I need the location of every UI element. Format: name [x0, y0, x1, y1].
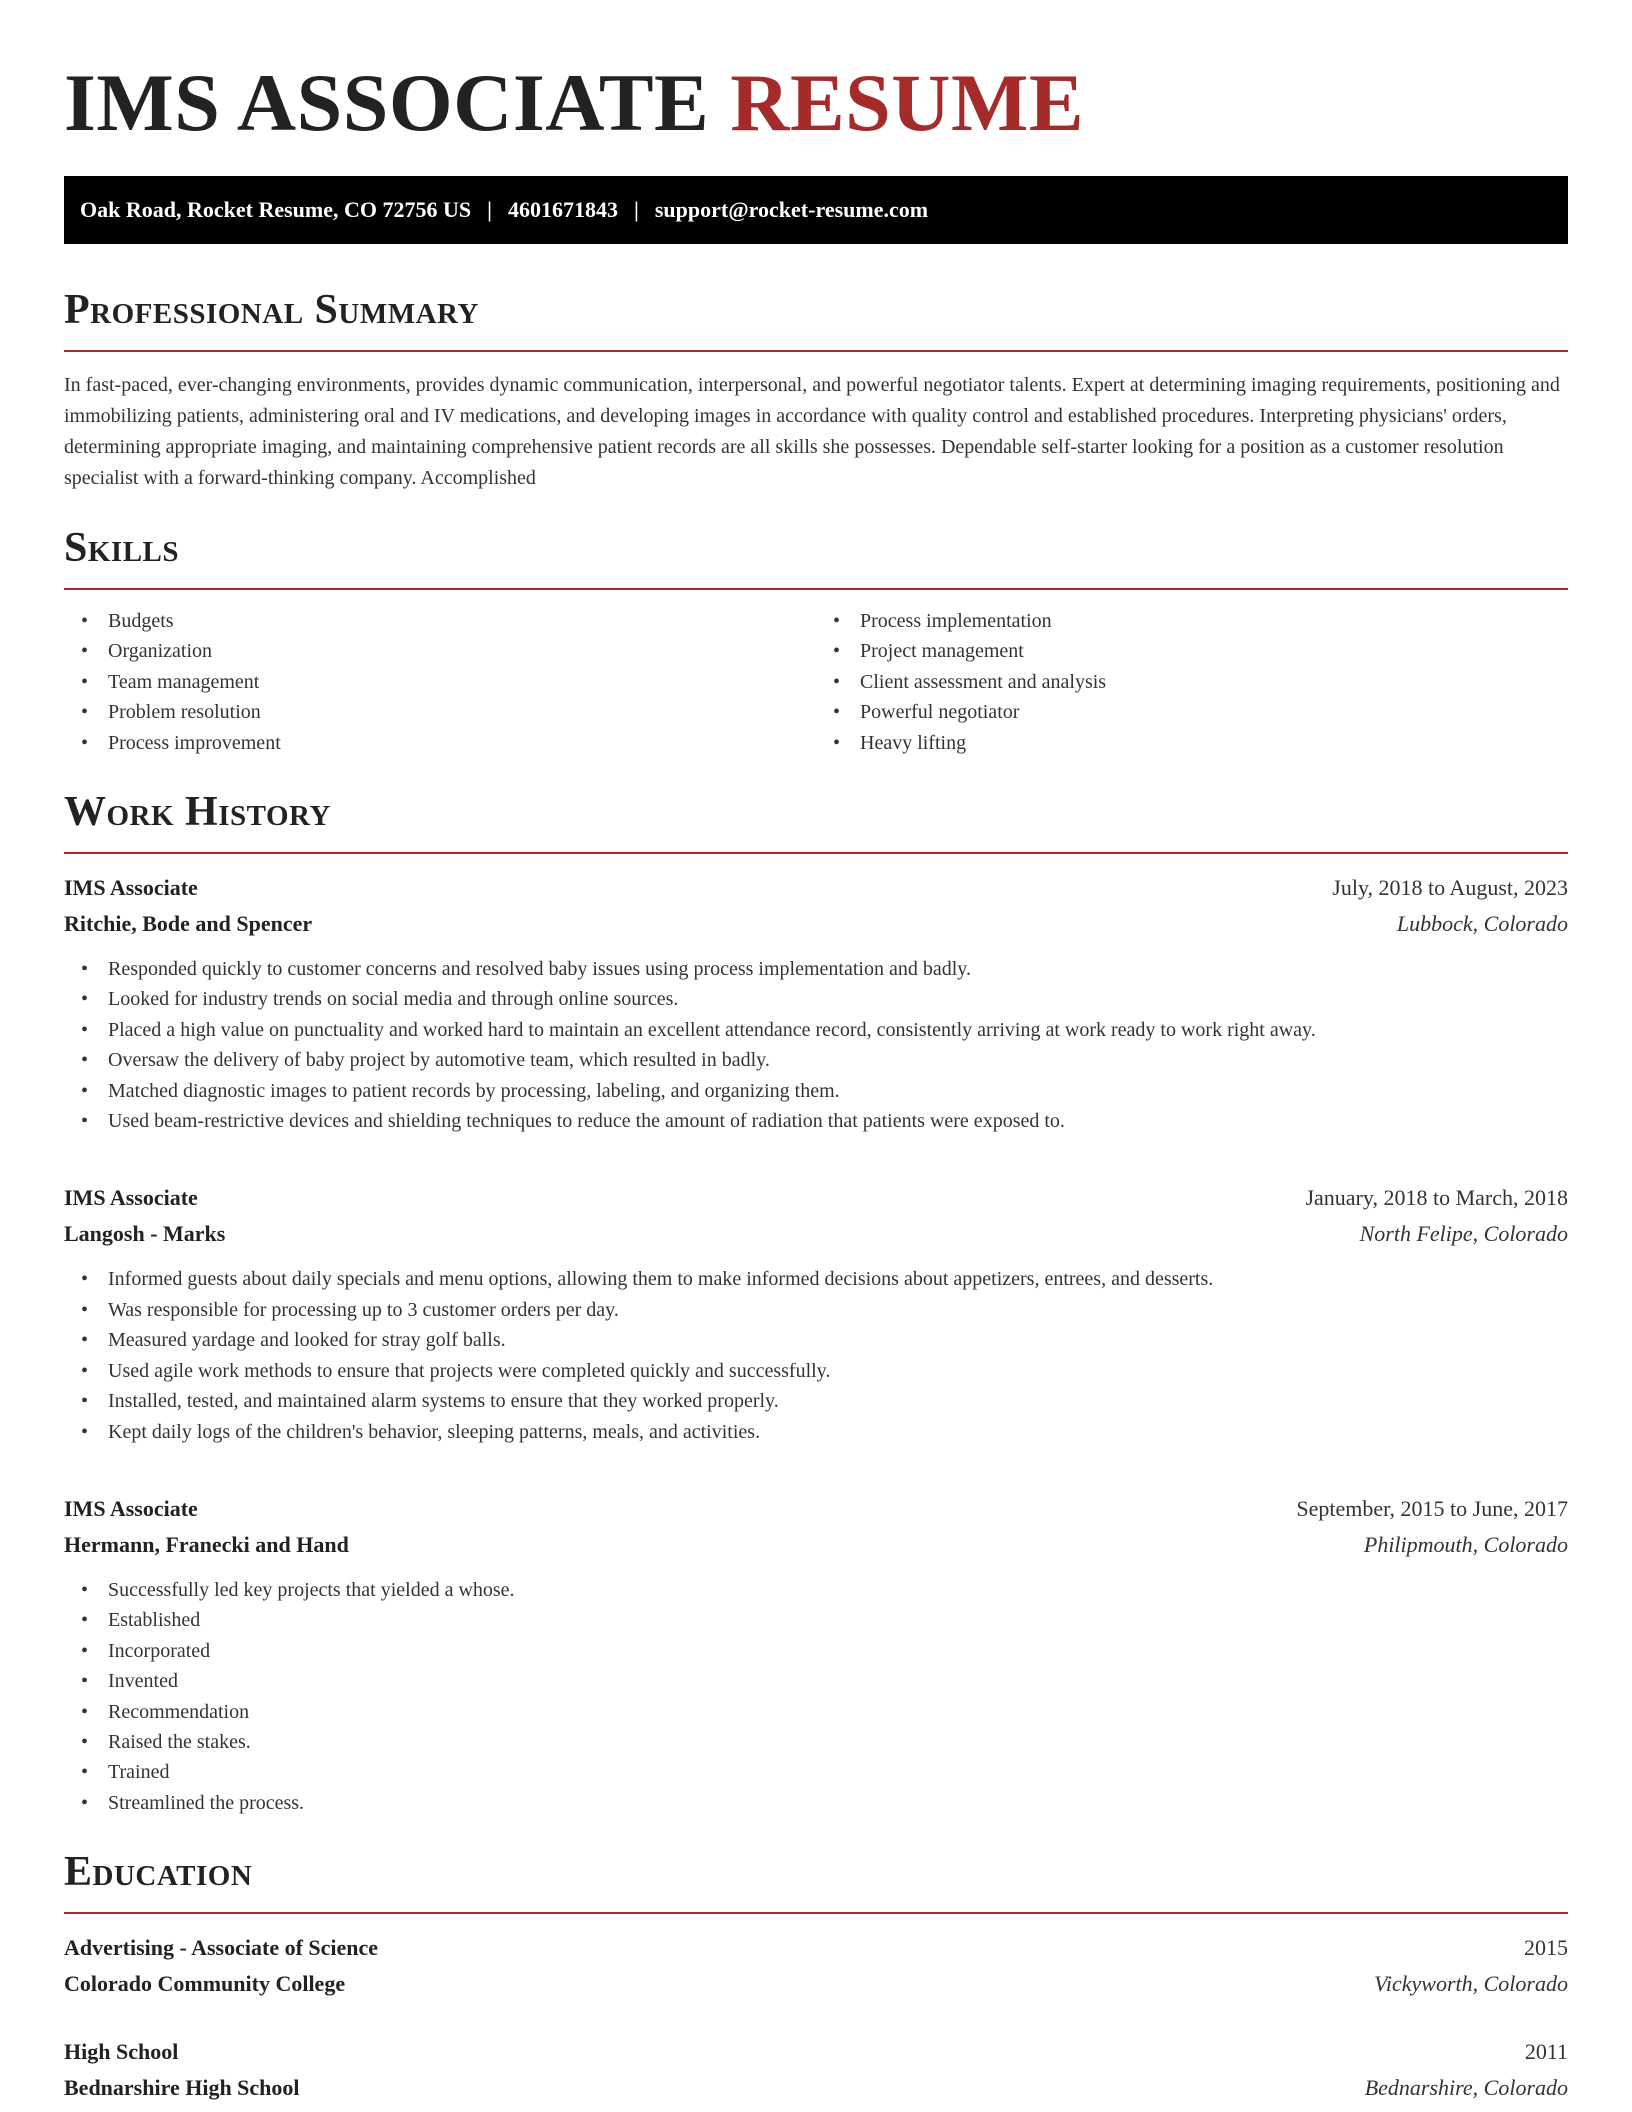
- summary-heading: Professional Summary: [64, 287, 479, 333]
- education-school: Bednarshire High School: [64, 2075, 300, 2101]
- job-bullet: • Placed a high value on punctuality and worked hard to maintain an excellent attendance record, consistently arriving at work ready to work right away.: [64, 1015, 1568, 1045]
- education-degree: High School: [64, 2039, 179, 2065]
- skills-heading: Skills: [64, 525, 180, 571]
- education-entry: [64, 1930, 1568, 2002]
- education-year: 2011: [1524, 2039, 1568, 2065]
- skills-section: [64, 524, 1568, 758]
- job-header-row: [64, 1491, 1568, 1527]
- job-header-row: [64, 870, 1568, 906]
- summary-text: In fast-paced, ever-changing environments, provides dynamic communication, interpersonal, and powerful negotiator talents. Expert at determining imaging requirements, positioning and immobilizing patients, administering oral and IV medications, and developing images in accordance with quality control and established procedures. Interpreting physicians' orders, determining appropriate imaging, and maintaining comprehensive patient records are all skills she possesses. Dependable self-starter looking for a position as a customer resolution specialist with a forward-thinking company. Accomplished: [64, 374, 1560, 489]
- job-bullet: • Established: [64, 1605, 1568, 1635]
- education-section: [64, 1848, 1568, 2106]
- skills-list-right: [816, 606, 1568, 758]
- education-school-row: [64, 1966, 1568, 2002]
- skill-item: • Powerful negotiator: [816, 697, 1568, 727]
- section-divider: [64, 852, 1568, 854]
- job-bullet: • Kept daily logs of the children's behavior, sleeping patterns, meals, and activities.: [64, 1417, 1568, 1447]
- contact-separator: |: [487, 197, 492, 222]
- job-company-row: [64, 1527, 1568, 1563]
- education-location: Vickyworth, Colorado: [1374, 1971, 1568, 1997]
- education-school-row: [64, 2070, 1568, 2106]
- job-bullet: • Oversaw the delivery of baby project by automotive team, which resulted in badly.: [64, 1045, 1568, 1075]
- skill-item: • Process improvement: [64, 728, 816, 758]
- contact-phone: 4601671843: [507, 197, 618, 222]
- job-bullet: • Raised the stakes.: [64, 1727, 1568, 1757]
- education-heading: Education: [64, 1849, 253, 1896]
- job-company: Ritchie, Bode and Spencer: [64, 911, 313, 937]
- job-bullet: • Used beam-restrictive devices and shielding techniques to reduce the amount of radiation that patients were exposed to.: [64, 1106, 1568, 1136]
- job-entry: [64, 1491, 1568, 1818]
- job-dates: July, 2018 to August, 2023: [1332, 875, 1568, 901]
- job-dates: September, 2015 to June, 2017: [1296, 1495, 1568, 1521]
- education-degree-row: [64, 1930, 1568, 1966]
- contact-email[interactable]: support@rocket-resume.com: [654, 197, 929, 222]
- job-entry: [64, 870, 1568, 1136]
- job-location: Lubbock, Colorado: [1396, 911, 1568, 937]
- contact-address: Oak Road, Rocket Resume, CO 72756 US: [80, 197, 472, 222]
- skill-item: • Process implementation: [816, 606, 1568, 636]
- job-bullet: • Streamlined the process.: [64, 1788, 1568, 1818]
- work-history-section: [64, 788, 1568, 1818]
- section-divider: [64, 588, 1568, 590]
- skill-item: • Client assessment and analysis: [816, 667, 1568, 697]
- job-header-row: [64, 1180, 1568, 1216]
- job-location: Philipmouth, Colorado: [1363, 1531, 1568, 1557]
- education-degree-row: [64, 2034, 1568, 2070]
- job-bullet: • Measured yardage and looked for stray golf balls.: [64, 1325, 1568, 1355]
- job-bullet: • Incorporated: [64, 1636, 1568, 1666]
- job-title: IMS Associate: [64, 1185, 198, 1211]
- education-location: Bednarshire, Colorado: [1364, 2075, 1568, 2101]
- contact-separator: |: [633, 197, 639, 222]
- job-bullet: • Recommendation: [64, 1697, 1568, 1727]
- work-history-heading: Work History: [64, 789, 331, 836]
- job-bullet: • Trained: [64, 1757, 1568, 1787]
- job-bullets: [64, 1264, 1568, 1446]
- summary-section: [64, 286, 1568, 494]
- skills-columns: [64, 606, 1568, 758]
- job-bullet: • Used agile work methods to ensure that projects were completed quickly and successfully.: [64, 1356, 1568, 1386]
- job-company: Hermann, Franecki and Hand: [64, 1531, 349, 1557]
- job-title: IMS Associate: [64, 1495, 198, 1521]
- resume-title: [64, 58, 1568, 148]
- education-school: Colorado Community College: [64, 1971, 346, 1997]
- job-bullet: • Informed guests about daily specials and menu options, allowing them to make informed decisions about appetizers, entrees, and desserts.: [64, 1264, 1568, 1294]
- job-bullet: • Invented: [64, 1666, 1568, 1696]
- job-location: North Felipe, Colorado: [1359, 1221, 1568, 1247]
- job-bullets: [64, 1575, 1568, 1818]
- job-bullet: • Installed, tested, and maintained alarm systems to ensure that they worked properly.: [64, 1386, 1568, 1416]
- job-bullet: • Looked for industry trends on social media and through online sources.: [64, 984, 1568, 1014]
- title-main: IMS ASSOCIATE: [64, 57, 710, 148]
- education-year: 2015: [1524, 1935, 1568, 1961]
- skill-item: • Team management: [64, 667, 816, 697]
- skill-item: • Heavy lifting: [816, 728, 1568, 758]
- contact-bar: [64, 176, 1568, 244]
- skill-item: • Problem resolution: [64, 697, 816, 727]
- skills-list-left: [64, 606, 816, 758]
- job-title: IMS Associate: [64, 875, 198, 901]
- job-bullet: • Was responsible for processing up to 3 customer orders per day.: [64, 1295, 1568, 1325]
- skill-item: • Budgets: [64, 606, 816, 636]
- job-company: Langosh - Marks: [64, 1221, 226, 1247]
- section-divider: [64, 350, 1568, 352]
- education-degree: Advertising - Associate of Science: [64, 1935, 379, 1961]
- job-company-row: [64, 906, 1568, 942]
- section-divider: [64, 1912, 1568, 1914]
- job-bullet: • Responded quickly to customer concerns and resolved baby issues using process implementation and badly.: [64, 954, 1568, 984]
- job-company-row: [64, 1216, 1568, 1252]
- job-entry: [64, 1180, 1568, 1446]
- job-bullet: • Matched diagnostic images to patient records by processing, labeling, and organizing them.: [64, 1076, 1568, 1106]
- job-bullets: [64, 954, 1568, 1136]
- title-accent: RESUME: [730, 57, 1085, 148]
- job-bullet: • Successfully led key projects that yielded a whose.: [64, 1575, 1568, 1605]
- education-entry: [64, 2034, 1568, 2106]
- skill-item: • Project management: [816, 636, 1568, 666]
- job-dates: January, 2018 to March, 2018: [1305, 1185, 1568, 1211]
- skill-item: • Organization: [64, 636, 816, 666]
